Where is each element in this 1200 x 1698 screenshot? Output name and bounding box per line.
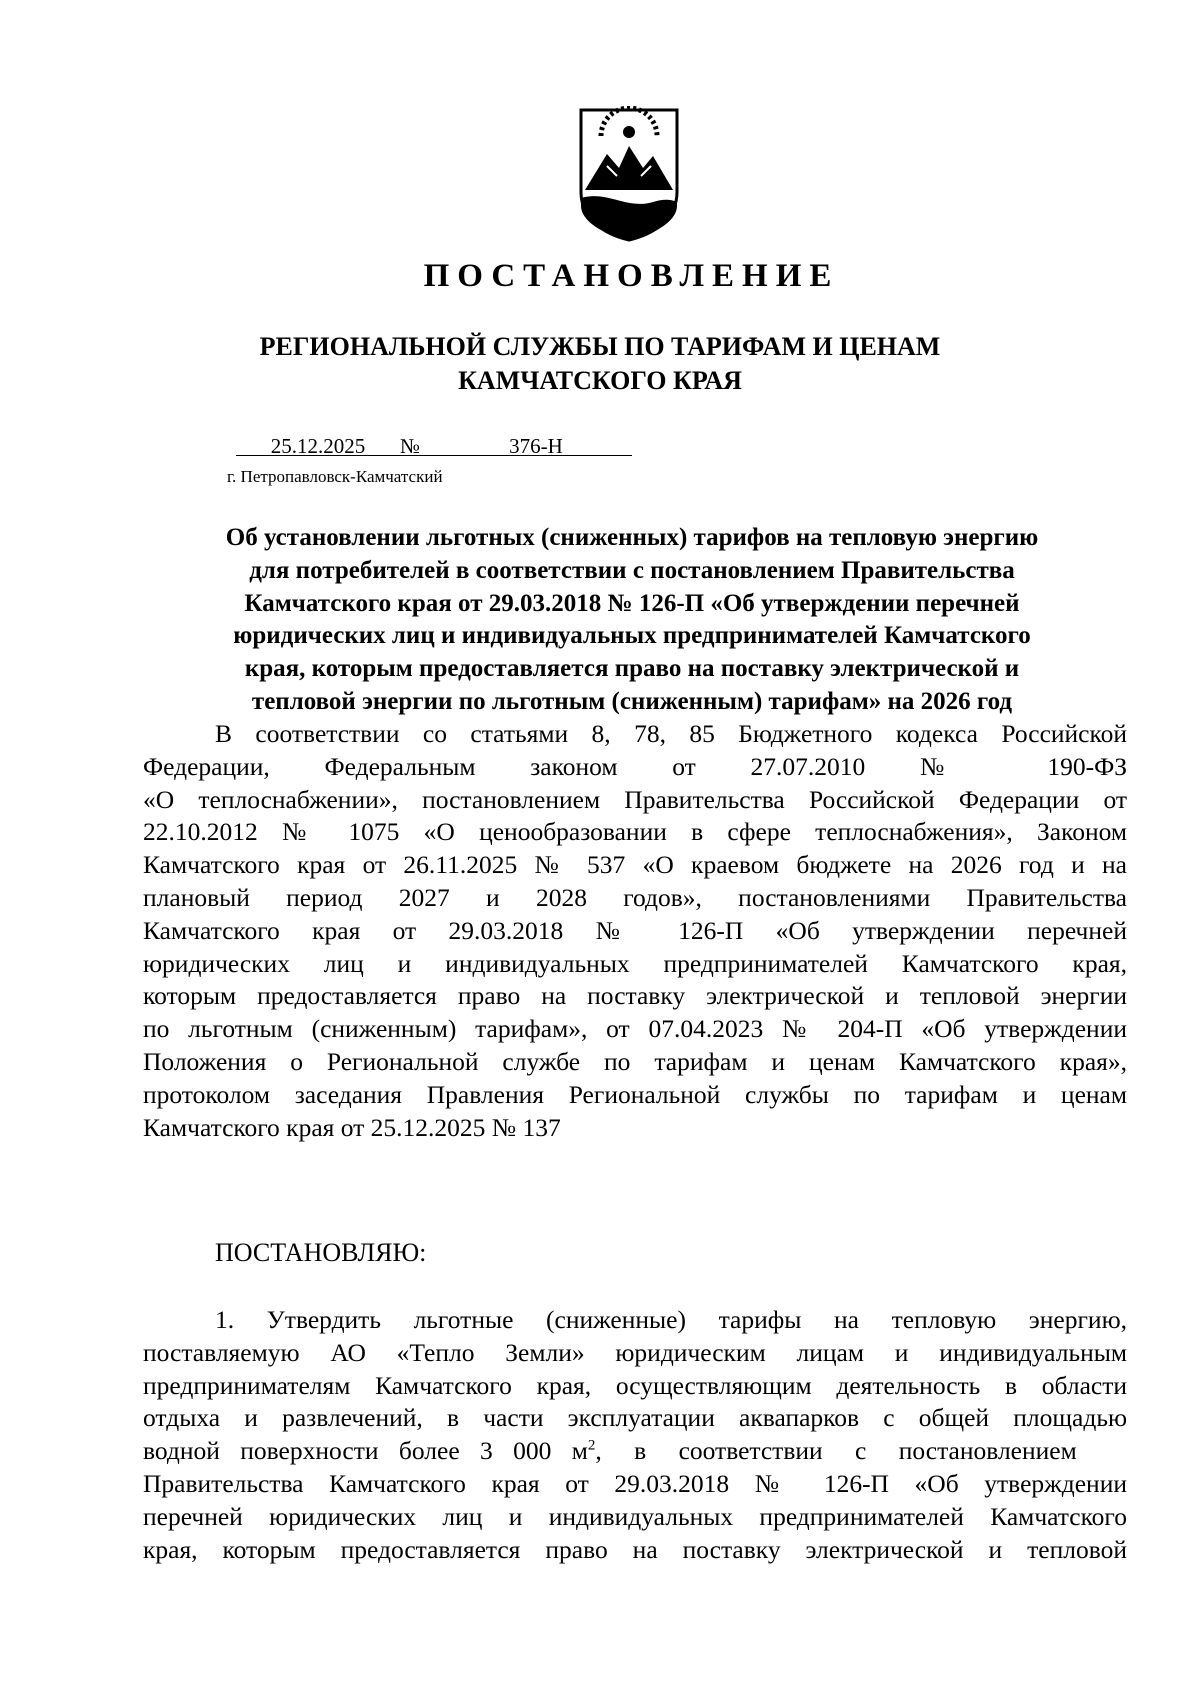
title-line: Камчатского края от 29.03.2018 № 126-П «Об утверждении перечней [244, 589, 1020, 617]
title-line: края, которым предоставляется право на поставку электрической и [244, 655, 1020, 683]
item-line: отдыха и развлечений, в части эксплуатации аквапарков с общей площадью [143, 1403, 1127, 1433]
item-line: 1. Утвердить льготные (сниженные) тарифы на тепловую энергию, [215, 1305, 1127, 1334]
item-1-paragraph [143, 1304, 1127, 1566]
city-label: г. Петропавловск-Камчатский [227, 467, 443, 486]
coat-of-arms-emblem [577, 106, 681, 242]
authority-line: КАМЧАТСКОГО КРАЯ [458, 366, 742, 395]
document-date: 25.12.2025 [236, 433, 400, 456]
preamble-line: Камчатского края от 26.11.2025 № 537 «О краевом бюджете на 2026 год и на [143, 850, 1127, 880]
title-line: для потребителей в соответствии с постановлением Правительства [249, 556, 1015, 584]
item-line-with-superscript [143, 1435, 1127, 1468]
preamble-line: юридических лиц и индивидуальных предпринимателей Камчатского края, [143, 948, 1127, 978]
item-line: поставляемую АО «Тепло Земли» юридическим лицам и индивидуальным [143, 1337, 1127, 1367]
preamble-line: Камчатского края от 25.12.2025 № 137 [143, 1112, 561, 1142]
preamble-line: Федерации, Федеральным законом от 27.07.2010 № 190-ФЗ [143, 751, 1127, 781]
decree-word: ПОСТАНОВЛЯЮ: [215, 1238, 427, 1267]
preamble-line: «О теплоснабжении», постановлением Правительства Российской Федерации от [143, 784, 1127, 814]
preamble-line: протоколом заседания Правления Региональной службы по тарифам и ценам [143, 1079, 1127, 1109]
preamble-line: которым предоставляется право на поставку электрической и тепловой энергии [143, 981, 1127, 1011]
preamble-line: Положения о Региональной службе по тарифам и ценам Камчатского края», [143, 1046, 1127, 1076]
preamble-line: по льготным (сниженным) тарифам», от 07.04.2023 № 204-П «Об утверждении [143, 1014, 1127, 1044]
preamble-line: Камчатского края от 29.03.2018 № 126-П «Об утверждении перечней [143, 915, 1127, 945]
authority-line: РЕГИОНАЛЬНОЙ СЛУЖБЫ ПО ТАРИФАМ И ЦЕНАМ [259, 332, 941, 361]
title-line: юридических лиц и индивидуальных предпринимателей Камчатского [233, 622, 1031, 650]
item-line: Правительства Камчатского края от 29.03.2018 № 126-П «Об утверждении [143, 1468, 1127, 1498]
item-line: предпринимателям Камчатского края, осуществляющим деятельность в области [143, 1370, 1127, 1400]
document-title [140, 522, 1124, 719]
document-type-heading: ПОСТАНОВЛЕНИЕ [423, 258, 840, 294]
number-sign: № [400, 433, 440, 456]
area-phrase-tail: , в соответствии с постановлением [595, 1436, 1077, 1466]
date-number-line [236, 433, 632, 459]
title-line: тепловой энергии по льготным (сниженным) тарифам» на 2026 год [251, 687, 1013, 715]
preamble-line: плановый период 2027 и 2028 годов», постановлениями Правительства [143, 882, 1127, 912]
preamble-paragraph [143, 718, 1127, 1144]
title-line: Об установлении льготных (сниженных) тарифов на тепловую энергию [225, 524, 1039, 551]
document-number: 376-Н [440, 433, 632, 456]
issuing-authority [0, 330, 1200, 398]
area-phrase: водной поверхности более 3 000 м [143, 1436, 588, 1466]
preamble-line: 22.10.2012 № 1075 «О ценообразовании в сфере теплоснабжения», Законом [143, 817, 1127, 847]
item-line: перечней юридических лиц и индивидуальных предпринимателей Камчатского [143, 1501, 1127, 1531]
item-line: края, которым предоставляется право на поставку электрической и тепловой [143, 1534, 1127, 1564]
square-superscript: 2 [587, 1437, 596, 1454]
preamble-line: В соответствии со статьями 8, 78, 85 Бюджетного кодекса Российской [215, 719, 1127, 748]
